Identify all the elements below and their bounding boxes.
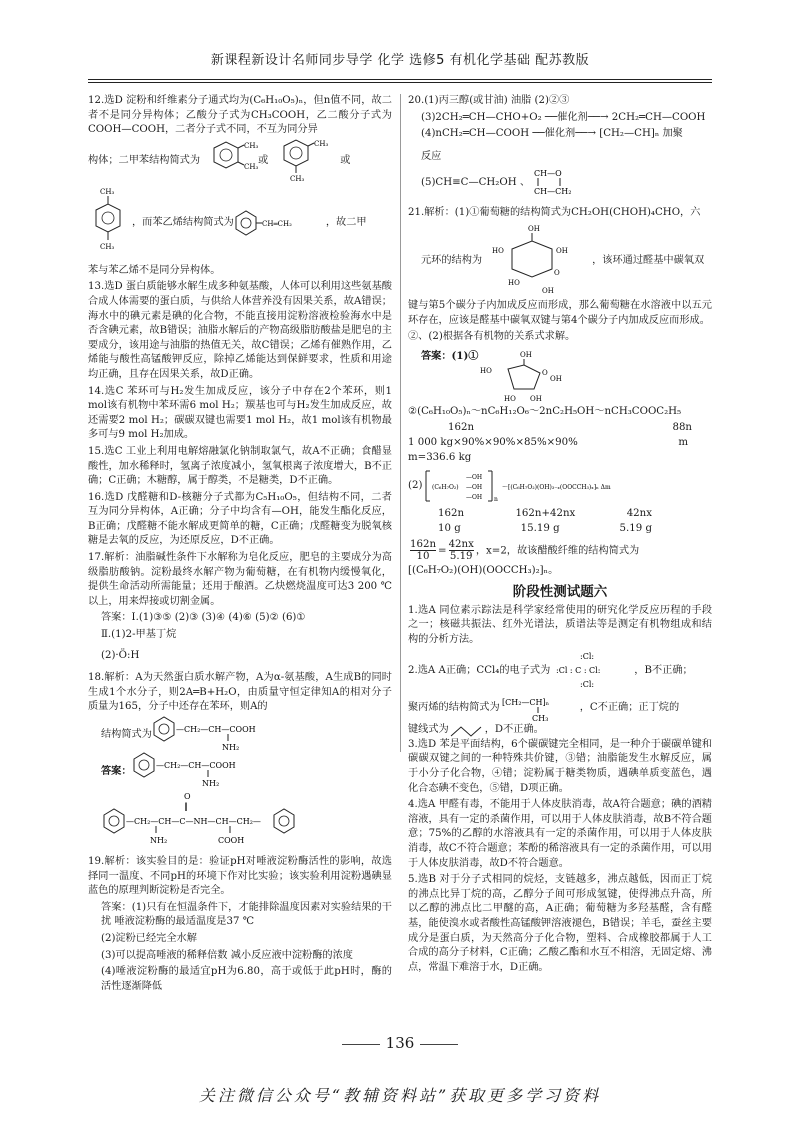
t2-text-d: ，C不正确；正丁烷的 <box>579 701 680 713</box>
q21-part2 <box>408 469 712 503</box>
q17-answer: 答案：Ⅰ.(1)③⑤ (2)③ (3)④ (4)⑥ (5)② (6)① <box>101 612 306 624</box>
svg-text:CH—CH₂: CH—CH₂ <box>534 187 572 197</box>
q12-conclusion: 苯与苯乙烯不是同分异构体。 <box>88 264 221 276</box>
header-rule <box>88 79 712 80</box>
svg-text:(C₆H₇O₂): (C₆H₇O₂) <box>432 484 460 492</box>
q18-structure-label: 结构简式为 <box>101 728 152 740</box>
polypropylene-structure <box>500 693 580 723</box>
epoxy-structure <box>530 166 590 200</box>
svg-text:CH—O: CH—O <box>534 169 562 179</box>
running-header: 新课程新设计名师同步导学 化学 选修5 有机化学基础 配苏教版 <box>210 53 590 68</box>
svg-text:OH: OH <box>542 286 554 295</box>
t2-line-2 <box>408 693 712 723</box>
q21-analysis-3: ②、(2)根据各有机物的关系式求解。 <box>408 331 576 343</box>
q21-k-1: 162n <box>438 508 465 520</box>
m-xylene-structure <box>274 139 329 184</box>
svg-text:O: O <box>542 368 549 377</box>
o-xylene-structure <box>200 141 259 182</box>
q21-k-2: 162n+42nx <box>515 508 576 520</box>
page-number-dash-left <box>342 1044 380 1045</box>
svg-text:—CH₂—CH—C—NH—CH—CH₂—: —CH₂—CH—C—NH—CH—CH₂— <box>126 817 261 826</box>
glucose-pyranose-structure <box>482 223 592 299</box>
q12-styrene-label: ，而苯乙烯结构简式为 <box>132 217 234 229</box>
svg-text::Cl : C : Cl:: :Cl : C : Cl: <box>556 666 601 676</box>
t3-text: 3.选D 苯是平面结构，6个碳碳键完全相同，是一种介于碳碳单键和碳碳双键之间的一种特殊共价键，③错；油脂能发生水解反应，属于小分子化合物，④错；淀粉属于糖类物质，遇碘单质变蓝色，遇化合态碘不变色，⑤错，D项正确。 <box>408 738 712 794</box>
q21-value-2: m <box>678 436 688 448</box>
q21-analysis-1: 21.解析：(1)①葡萄糖的结构简式为CH₂OH(CHOH)₄CHO，六 <box>408 207 701 219</box>
svg-text:OH: OH <box>520 350 533 359</box>
svg-text:CH═CH₂: CH═CH₂ <box>261 219 292 228</box>
q21-fraction-1 <box>410 539 436 562</box>
q21-fraction-2-den: 5.19 <box>449 551 473 563</box>
svg-text:O: O <box>554 268 560 277</box>
q19-answer-4: (4)唾液淀粉酶的最适宜pH为6.80，高于或低于此pH时，酶的活性逐渐降低 <box>101 966 392 992</box>
q21-values-row <box>408 436 712 451</box>
svg-text:CH₃: CH₃ <box>531 714 548 724</box>
q17-answer-3: (2)·Ö:H <box>101 649 140 661</box>
styrene-structure <box>234 209 296 239</box>
butane-skeletal-structure <box>449 724 485 738</box>
q20-reaction-word: 反应 <box>421 150 442 162</box>
q18-analysis: 18.解析：A为天然蛋白质水解产物，A为α-氨基酸，A生成B的同时生成1个水分子，则2A═B+H₂O，由质量守恒定律知A的相对分子质量为165，分子中还存在苯环，则A的 <box>88 672 392 713</box>
svg-text:NH₂: NH₂ <box>221 743 240 752</box>
svg-text:CH₃: CH₃ <box>244 162 259 171</box>
q21-final: [(C₆H₇O₂)(OH)(OOCCH₃)₂]ₙ。 <box>408 565 559 577</box>
t5-text: 5.选B 对于分子式相同的烷烃，支链越多，沸点越低，因而正丁烷的沸点比异丁烷的高，乙醇分子间可形成氢键，使得沸点升高，所以乙醇的沸点比二甲醚的高，A正确；葡萄糖为多羟基醛，含有醛基，能使溴水或者酸性高锰酸钾溶液褪色，B错误；羊毛，蚕丝主要成分是蛋白质，为天然高分子化合物，塑料、合成橡胶都属于人工合成的高分子材料，C正确；乙酸乙酯和水互不相溶，无固定熔、沸点，常温下难溶于水，D正确。 <box>408 874 712 973</box>
cellulose-acetate-reaction <box>422 469 692 503</box>
q18-dipeptide-structure <box>102 791 392 851</box>
q21-answer-label: 答案：(1)① <box>421 349 479 362</box>
q21-l-row <box>408 522 712 537</box>
q18-structure-line <box>88 717 392 753</box>
t2-line-3 <box>408 723 712 738</box>
right-column <box>408 94 712 977</box>
q12-or-1: 或 <box>258 155 269 167</box>
svg-text:NH₂: NH₂ <box>201 779 219 788</box>
q21-answer-line <box>408 349 712 405</box>
svg-text:—CH₂—CH—COOH: —CH₂—CH—COOH <box>155 761 236 770</box>
svg-text:CH₃: CH₃ <box>100 242 115 251</box>
svg-text:OH: OH <box>556 246 568 255</box>
q21-relation: ②(C₆H₁₀O₅)ₙ～nC₆H₁₂O₆～2nC₂H₅OH～nCH₃COOC₂H₅ <box>408 405 682 417</box>
svg-text:OH: OH <box>530 394 543 403</box>
q21-l-3: 5.19 g <box>619 522 652 534</box>
q21-value-1: 1 000 kg×90%×90%×85%×90% <box>408 436 578 448</box>
t2-text-c: 聚丙烯的结构简式为 <box>408 701 500 713</box>
svg-text:～[(C₆H₇O₂)(OH)₃₋ₓ(OOCCH₃)ₓ]ₙ: ～[(C₆H₇O₂)(OH)₃₋ₓ(OOCCH₃)ₓ]ₙ Δm <box>502 484 612 492</box>
t1-text: 1.选A 同位素示踪法是科学家经常使用的研究化学反应历程的手段之一；核磁共振法、红外光谱法，质谱法等是测定有机物组成和结构的分析方法。 <box>408 604 712 645</box>
q21-fraction-2 <box>449 539 474 562</box>
svg-text::Cl:: :Cl: <box>580 680 595 690</box>
q12-xylene-label: 构体；二甲苯结构简式为 <box>88 155 201 167</box>
svg-text:O: O <box>184 792 191 801</box>
q19-analysis: 19.解析：该实验目的是：验证pH对唾液淀粉酶活性的影响，故选择同一温度、不同pH的环境下作对比实验；该实验利用淀粉遇碘显蓝色的原理判断淀粉是否完全。 <box>88 856 392 897</box>
q15-text: 15.选C 工业上利用电解熔融氯化钠制取氯气，故A不正确；食醋显酸性，加水稀释时，氢离子浓度减小，氢氧根离子浓度增大，B不正确；C正确；木糖醇，属于醇类，不是糖类，D不正确。 <box>88 445 392 487</box>
svg-text:—OH: —OH <box>466 494 483 502</box>
svg-text:OH: OH <box>550 374 563 383</box>
q21-fraction-tail: ，x=2，故该醋酸纤维的结构简式为 <box>475 545 640 557</box>
q21-k-row <box>408 507 712 522</box>
q21-ring-label: 元环的结构为 <box>421 254 483 266</box>
t2-line-1 <box>408 649 712 693</box>
svg-text::Cl:: :Cl: <box>580 652 595 662</box>
svg-text:—OH: —OH <box>466 484 483 492</box>
q12-text: 12.选D 淀粉和纤维素分子通式均为(C₆H₁₀O₅)ₙ，但n值不同，故二者不是同分异构体；乙酸分子式为CH₃COOH，乙二酸分子式为COOH—COOH，二者分子式不同，不互为同分异 <box>88 95 392 136</box>
q19-answer-1: 答案：(1)只有在恒温条件下，才能排除温度因素对实验结果的干扰 唾液淀粉酶的最适温度是37 ℃ <box>101 901 392 928</box>
header-rule-thin <box>88 82 712 83</box>
svg-text:—OH: —OH <box>466 474 483 482</box>
q21-fraction-1-den: 10 <box>416 551 430 563</box>
q19-answer-3: (3)可以提高唾液的稀释倍数 减小反应液中淀粉酶的浓度 <box>101 949 353 961</box>
left-column <box>88 94 392 996</box>
q21-result: m=336.6 kg <box>408 451 472 463</box>
q12-line-2 <box>88 186 392 262</box>
q12-tail: ，故二甲 <box>325 217 367 229</box>
p-xylene-structure <box>88 186 128 262</box>
svg-text:COOH: COOH <box>218 836 245 845</box>
t2-text-f: ，D不正确。 <box>484 724 544 736</box>
q21-l-1: 10 g <box>438 522 461 534</box>
svg-text:CH₃: CH₃ <box>100 187 115 196</box>
q21-fraction-1-num: 162n <box>410 539 437 551</box>
svg-text:HO: HO <box>480 366 493 375</box>
q20-part4: (4)nCH₂═CH—COOH ──催化剂──→ [CH₂—CH]ₙ 加聚 <box>421 128 683 140</box>
ccl4-electron-structure <box>550 649 634 693</box>
t4-text: 4.选A 甲醛有毒，不能用于人体皮肤消毒，故A符合题意；碘的酒精溶液，具有一定的杀菌作用，可以用于人体皮肤消毒，故B不符合题意；75%的乙醇的水溶液具有一定的杀菌作用，可以用于人体皮肤消毒，故C不符合题意；苯酚的稀溶液具有一定的杀菌作用，可以用于人体皮肤消毒，故D不符合题意。 <box>408 799 712 869</box>
q21-fraction-line: $\frac{162n}{10}$ = $\frac{42nx}{5.19}$ ，x=2，故该醋酸纤维的结构简式为 <box>410 539 640 563</box>
svg-text:HO: HO <box>492 246 504 255</box>
svg-text:n: n <box>494 496 499 504</box>
q21-analysis-2: 键与第5个碳分子内加成反应而形成，那么葡萄糖在水溶液中以五元环存在，应该是醛基中碳氧双键与第4个碳分子内加成反应而形成。 <box>408 299 712 326</box>
t2-text-b: ，B不正确； <box>634 664 693 676</box>
svg-text:CH₃: CH₃ <box>314 139 329 148</box>
q12-line <box>88 140 392 184</box>
glucose-furanose-structure <box>478 349 598 405</box>
q18-answer-label: 答案： <box>101 764 132 777</box>
q21-part2-label: (2) <box>408 479 423 491</box>
page-number-dash-right <box>420 1044 458 1045</box>
phenylalanine-structure <box>152 717 292 753</box>
q14-text: 14.选C 苯环可与H₂发生加成反应，该分子中存在2个苯环，则1 mol该有机物中苯环需6 mol H₂；羰基也可与H₂发生加成反应，故还需要2 mol H₂；碳碳双键也需要1 mol H₂，故1 mol该有机物最多可与9 mol H₂加成。 <box>88 385 392 441</box>
q17-answer-2: Ⅱ.(1)2-甲基丁烷 <box>101 629 177 641</box>
section-title: 阶段性测试题六 <box>512 583 608 600</box>
q20-part5-text: (5)CH≡C—CH₂OH 、 <box>421 177 531 189</box>
dipeptide-structure <box>102 791 392 851</box>
q21-fraction-2-num: 42nx <box>448 539 474 551</box>
svg-text:NH₂: NH₂ <box>150 836 168 845</box>
q12-or-2: 或 <box>340 155 351 167</box>
page-number-text: 136 <box>385 1034 415 1052</box>
svg-text:CH₃: CH₃ <box>244 141 259 150</box>
q21-ring-line <box>408 223 712 299</box>
q20-part5 <box>408 166 712 200</box>
t2-text-e: 键线式为 <box>408 724 449 736</box>
q18-answer-1 <box>88 753 392 789</box>
svg-text:CH₃: CH₃ <box>290 174 305 183</box>
q21-mass-1: 162n <box>448 422 475 434</box>
q21-masses-row <box>408 421 712 436</box>
t2-text-a: 2.选A A正确；CCl₄的电子式为 <box>408 664 551 676</box>
q16-text: 16.选D 戊醛糖和D-核糖分子式都为C₅H₁₀O₅，但结构不同，二者互为同分异构体，A正确；分子中均含有—OH，能发生酯化反应，B正确；戊醛糖不能水解成更简单的糖，C正确；戊醛糖变为脱氧核糖是去氧的反应，为还原反应，D不正确。 <box>88 491 392 547</box>
q21-ring-tail: ，该环通过醛基中碳氧双 <box>592 254 705 266</box>
q17-analysis: 17.解析：油脂碱性条件下水解称为皂化反应，肥皂的主要成分为高级脂肪酸钠。淀粉最终水解产物为葡萄糖，在有机物内缓慢氧化，提供生命活动所需能量；还用于酿酒。乙炔燃烧温度可达3 200 ℃以上，用来焊接或切割金属。 <box>88 552 392 607</box>
q19-answer-2: (2)淀粉已经完全水解 <box>101 932 197 944</box>
svg-text:HO: HO <box>504 394 517 403</box>
phenylalanine-answer-structure <box>132 753 272 789</box>
svg-text:‖: ‖ <box>184 802 188 811</box>
q21-l-2: 15.19 g <box>520 522 560 534</box>
footer-note: 关注微信公众号“教辅资料站”获取更多学习资料 <box>198 1086 602 1105</box>
q21-mass-2: 88n <box>672 422 692 434</box>
svg-text:[CH₂—CH]ₙ: [CH₂—CH]ₙ <box>501 698 549 708</box>
q21-k-3: 42nx <box>626 508 652 520</box>
page-number <box>0 1036 800 1051</box>
svg-text:HO: HO <box>508 278 520 287</box>
column-divider <box>400 94 401 752</box>
svg-text:OH: OH <box>528 224 540 233</box>
svg-text:—CH₂—CH—COOH: —CH₂—CH—COOH <box>175 725 256 734</box>
q20-part3: (3)2CH₂═CH—CHO+O₂ ──催化剂──→ 2CH₂═CH—COOH <box>421 111 706 123</box>
q20-part1: 20.(1)丙三醇(或甘油) 油脂 (2)②③ <box>408 95 570 106</box>
q13-text: 13.选D 蛋白质能够水解生成多种氨基酸，人体可以利用这些氨基酸合成人体需要的蛋白质，与供给人体营养没有因果关系，故A错误；海水中的碘元素是碘的化合物，不能直接用淀粉溶液检验海水中是否含碘元素，故B错误；油脂水解后的产物高级脂肪酸盐是肥皂的主要成分，该用途与油脂的热值无关，故C错误；乙烯有催熟作用，乙烯能与酸性高锰酸钾反应，除掉乙烯能达到保鲜要求，性质和用途均正确，且存在因果关系，故D正确。 <box>88 281 392 380</box>
